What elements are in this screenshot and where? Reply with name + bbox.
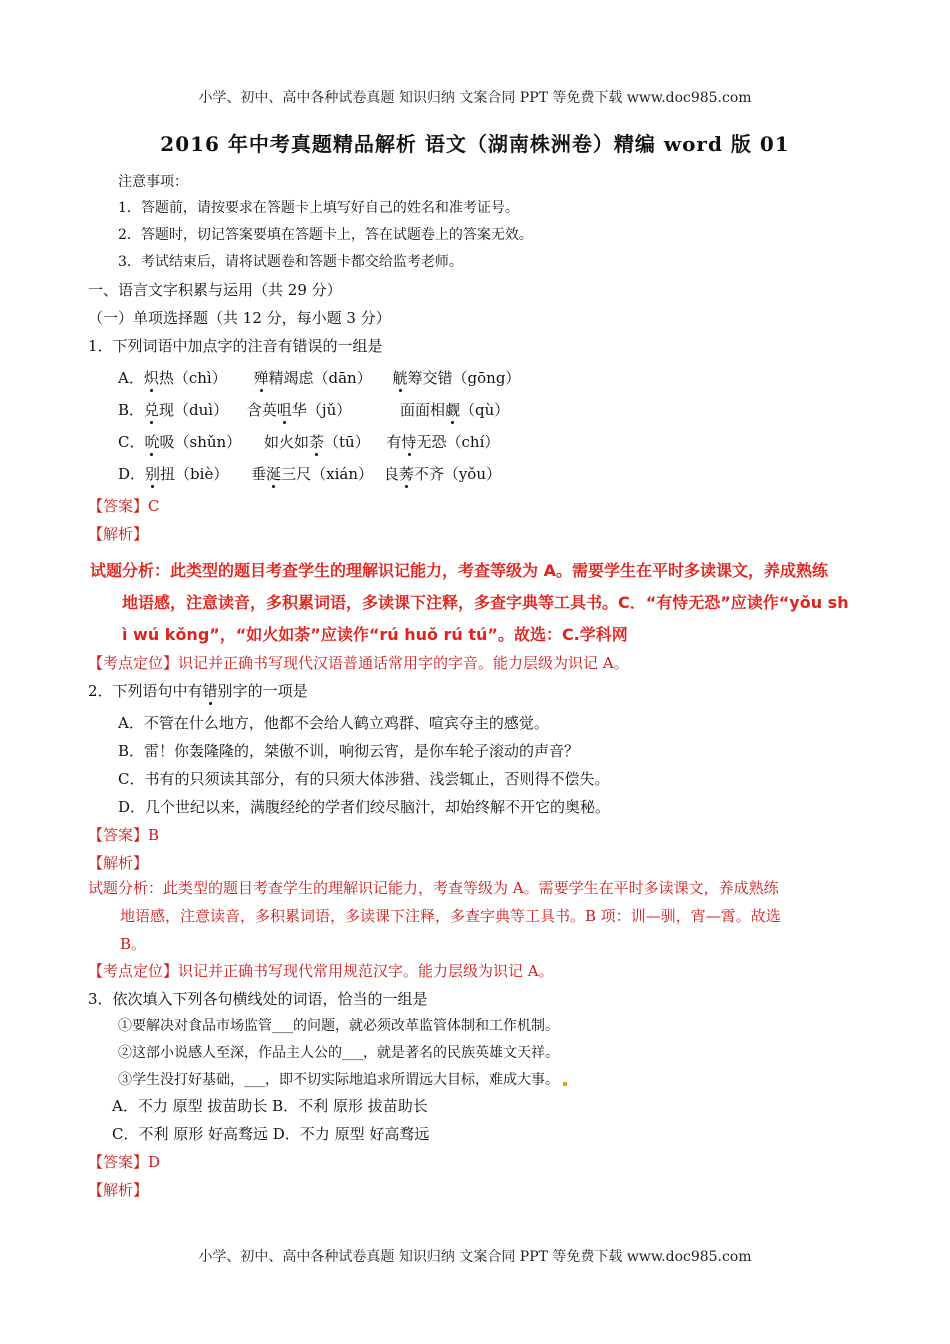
note-item: 1．答题前，请按要求在答题卡上填写好自己的姓名和准考证号。: [118, 200, 519, 216]
dotted-char: 别: [145, 465, 161, 483]
question-3-answer: 【答案】D: [88, 1153, 161, 1171]
notes-heading: 注意事项：: [118, 174, 188, 190]
question-1-option-a: [118, 368, 520, 388]
question-1-analysis-line: ì wú kǒng”，“如火如荼”应读作“rú huǒ rú tú”。故选：C.学科网: [122, 625, 628, 644]
question-1-option-c: [118, 432, 499, 452]
question-3-option: A．不力 原型 拔苗助长 B．不利 原形 拔苗助长: [112, 1097, 428, 1115]
option-text: 面面相: [400, 401, 446, 419]
option-text: 吸（shǔn）: [159, 433, 242, 451]
option-text: （qù）: [460, 401, 510, 419]
option-text: 现（duì）: [159, 401, 229, 419]
note-item: 3．考试结束后，请将试题卷和答题卡都交给监考老师。: [118, 254, 463, 270]
option-letter: B．: [118, 401, 145, 419]
question-1-option-b: [118, 400, 509, 420]
question-3-option: C．不利 原形 好高骛远 D．不力 原型 好高骛远: [112, 1125, 430, 1143]
page-footer: 小学、初中、高中各种试卷真题 知识归纳 文案合同 PPT 等免费下载 www.doc985.com: [198, 1249, 752, 1265]
question-2-answer: 【答案】B: [88, 826, 160, 844]
dotted-char: 荼: [308, 433, 324, 451]
option-text: 垂: [251, 465, 267, 483]
sentence-text: ③学生没打好基础，___，即不切实际地追求所谓远大目标，难成大事。: [118, 1072, 559, 1088]
option-text: 筹交错（gōng）: [407, 369, 521, 387]
option-text: （tū）: [324, 433, 370, 451]
dotted-char: 莠: [398, 465, 414, 483]
dotted-char: 殚: [253, 369, 269, 387]
question-2-option: D．几个世纪以来，满腹经纶的学者们绞尽脑汁，却始终解不开它的奥秘。: [118, 798, 611, 816]
page-header: 小学、初中、高中各种试卷真题 知识归纳 文案合同 PPT 等免费下载 www.doc985.com: [198, 90, 752, 106]
question-1-answer: 【答案】C: [88, 497, 160, 515]
dotted-char: 涎: [266, 465, 282, 483]
page-title: 2016 年中考真题精品解析 语文（湖南株洲卷）精编 word 版 01: [160, 132, 790, 156]
question-3-analysis-label: 【解析】: [88, 1181, 149, 1199]
question-3-sentence: ②这部小说感人至深，作品主人公的___，就是著名的民族英雄文天祥。: [118, 1045, 559, 1061]
option-letter: C．: [118, 433, 145, 451]
question-2-analysis-line: B。: [120, 935, 147, 953]
option-text: 华（jǔ）: [291, 401, 352, 419]
dotted-char: 兑: [144, 401, 160, 419]
subsection-heading: （一）单项选择题（共 12 分，每小题 3 分）: [88, 309, 391, 327]
option-text: 有: [386, 433, 402, 451]
section-heading: 一、语言文字积累与运用（共 29 分）: [88, 281, 342, 299]
question-3-stem: 3．依次填入下列各句横线处的词语，恰当的一组是: [88, 990, 428, 1008]
question-1-analysis-label: 【解析】: [88, 525, 149, 543]
stem-text: 字的一项是: [232, 682, 308, 700]
option-text: 无恐（chí）: [416, 433, 500, 451]
option-text: 如火如: [263, 433, 309, 451]
option-text: 热（chì）: [158, 369, 227, 387]
question-2-stem: [88, 681, 308, 701]
dotted-char: 炽: [143, 369, 159, 387]
question-2-analysis-line: 地语感，注意读音，多积累词语，多读课下注释，多查字典等工具书。B 项：训—驯，宵—霄。故选: [120, 907, 781, 925]
question-1-stem: 1．下列词语中加点字的注音有错误的一组是: [88, 337, 383, 355]
question-1-analysis-line: 试题分析：此类型的题目考查学生的理解识记能力，考查等级为 A。需要学生在平时多读课文，养成熟练: [90, 561, 828, 580]
question-2-point: 【考点定位】识记并正确书写现代常用规范汉字。能力层级为识记 A。: [88, 962, 554, 980]
question-2-analysis-label: 【解析】: [88, 854, 149, 872]
dotted-char: 觥: [392, 369, 408, 387]
option-letter: A．: [118, 369, 144, 387]
question-3-sentence: [118, 1070, 567, 1090]
question-2-analysis-line: 试题分析：此类型的题目考查学生的理解识记能力，考查等级为 A。需要学生在平时多读课文，养成熟练: [88, 879, 779, 897]
option-text: 良: [383, 465, 399, 483]
dot-mark: [563, 1082, 567, 1086]
question-1-point: [88, 653, 629, 673]
question-2-option: C．书有的只须读其部分，有的只须大体涉猎、浅尝辄止，否则得不偿失。: [118, 770, 610, 788]
dotted-char: 觑: [445, 401, 461, 419]
option-text: 不齐（yǒu）: [413, 465, 501, 483]
point-label: 【考点定位】识记并正确书写现代汉语普通话常用字的字音。能力层级为识记 A。: [88, 654, 629, 672]
option-letter: D．: [118, 465, 146, 483]
question-3-sentence: ①要解决对食品市场监管___的问题，就必须改革监管体制和工作机制。: [118, 1018, 559, 1034]
question-1-analysis-line: 地语感，注意读音，多积累词语，多读课下注释，多查字典等工具书。C．“有恃无恐”应读作“yǒu sh: [122, 593, 849, 612]
question-2-option: A．不管在什么地方，他都不会给人鹤立鸡群、喧宾夺主的感觉。: [118, 714, 549, 732]
dotted-char: 咀: [276, 401, 292, 419]
stem-text: 2．下列语句中: [88, 682, 188, 700]
note-item: 2．答题时，切记答案要填在答题卡上，答在试题卷上的答案无效。: [118, 227, 533, 243]
option-text: 扭（biè）: [160, 465, 229, 483]
dotted-char: 吮: [144, 433, 160, 451]
question-2-option: B．雷！你轰隆隆的，桀傲不训，响彻云宵，是你车轮子滚动的声音？: [118, 742, 580, 760]
option-text: 精竭虑（dān）: [268, 369, 372, 387]
option-text: 三尺（xián）: [281, 465, 374, 483]
option-text: 含英: [246, 401, 277, 419]
dotted-text: 有错别: [187, 682, 233, 700]
dotted-char: 恃: [401, 433, 417, 451]
question-1-option-d: [118, 464, 501, 484]
